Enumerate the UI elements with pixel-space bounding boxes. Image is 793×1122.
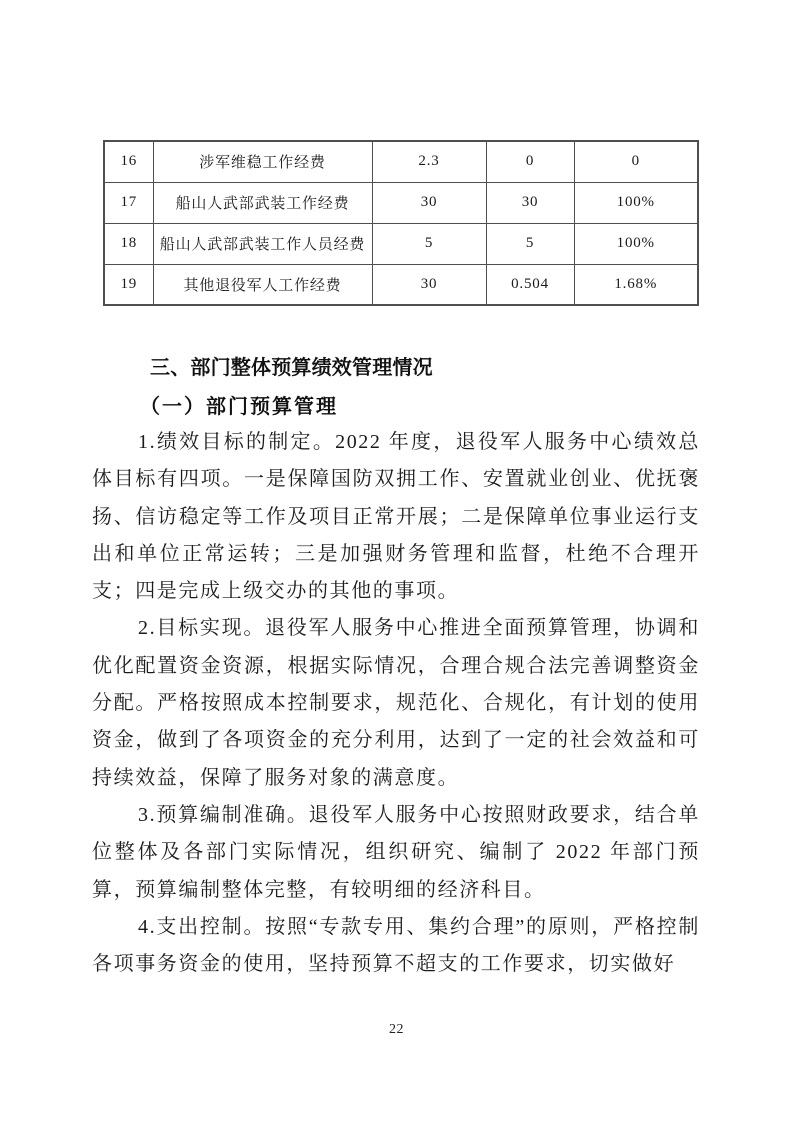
section-heading: 三、部门整体预算绩效管理情况 <box>150 357 433 379</box>
subsection-heading: （一）部门预算管理 <box>140 396 338 418</box>
table-cell: 18 <box>104 223 153 264</box>
table-row <box>104 182 698 223</box>
table-cell: 17 <box>104 182 153 223</box>
table-cell: 16 <box>104 141 153 182</box>
table-cell: 0 <box>574 141 698 182</box>
table-cell: 19 <box>104 264 153 305</box>
budget-items-table <box>103 140 699 306</box>
table-cell: 0 <box>486 141 574 182</box>
table-cell: 30 <box>486 182 574 223</box>
table-cell: 5 <box>372 223 486 264</box>
table-cell: 0.504 <box>486 264 574 305</box>
table-cell: 5 <box>486 223 574 264</box>
paragraph-block <box>92 424 700 983</box>
table-row <box>104 223 698 264</box>
paragraph-goal-achievement: 2.目标实现。退役军人服务中心推进全面预算管理，协调和优化配置资金资源，根据实际情况，合理合规合法完善调整资金分配。严格按照成本控制要求，规范化、合规化，有计划的使用资金，做到了各项资金的充分利用，达到了一定的社会效益和可持续效益，保障了服务对象的满意度。 <box>92 617 700 789</box>
table-cell: 100% <box>574 223 698 264</box>
table-cell: 30 <box>372 182 486 223</box>
table-cell: 船山人武部武装工作经费 <box>153 182 372 223</box>
paragraph-performance-goals: 1.绩效目标的制定。2022 年度，退役军人服务中心绩效总体目标有四项。一是保障国防双拥工作、安置就业创业、优抚褒扬、信访稳定等工作及项目正常开展；二是保障单位事业运行支出和单位正常运转；三是加强财务管理和监督，杜绝不合理开支；四是完成上级交办的其他的事项。 <box>92 431 700 603</box>
table-cell: 涉军维稳工作经费 <box>153 141 372 182</box>
table-row <box>104 264 698 305</box>
table-cell: 其他退役军人工作经费 <box>153 264 372 305</box>
table-cell: 1.68% <box>574 264 698 305</box>
paragraph-budget-accuracy: 3.预算编制准确。退役军人服务中心按照财政要求，结合单位整体及各部门实际情况，组织研究、编制了 2022 年部门预算，预算编制整体完整，有较明细的经济科目。 <box>92 803 700 901</box>
table-cell: 100% <box>574 182 698 223</box>
table-cell: 2.3 <box>372 141 486 182</box>
paragraph-expenditure-control: 4.支出控制。按照“专款专用、集约合理”的原则，严格控制各项事务资金的使用，坚持预算不超支的工作要求，切实做好 <box>92 915 700 976</box>
table-cell: 船山人武部武装工作人员经费 <box>153 223 372 264</box>
page-number: 22 <box>389 1022 404 1037</box>
table-cell: 30 <box>372 264 486 305</box>
table-row <box>104 141 698 182</box>
